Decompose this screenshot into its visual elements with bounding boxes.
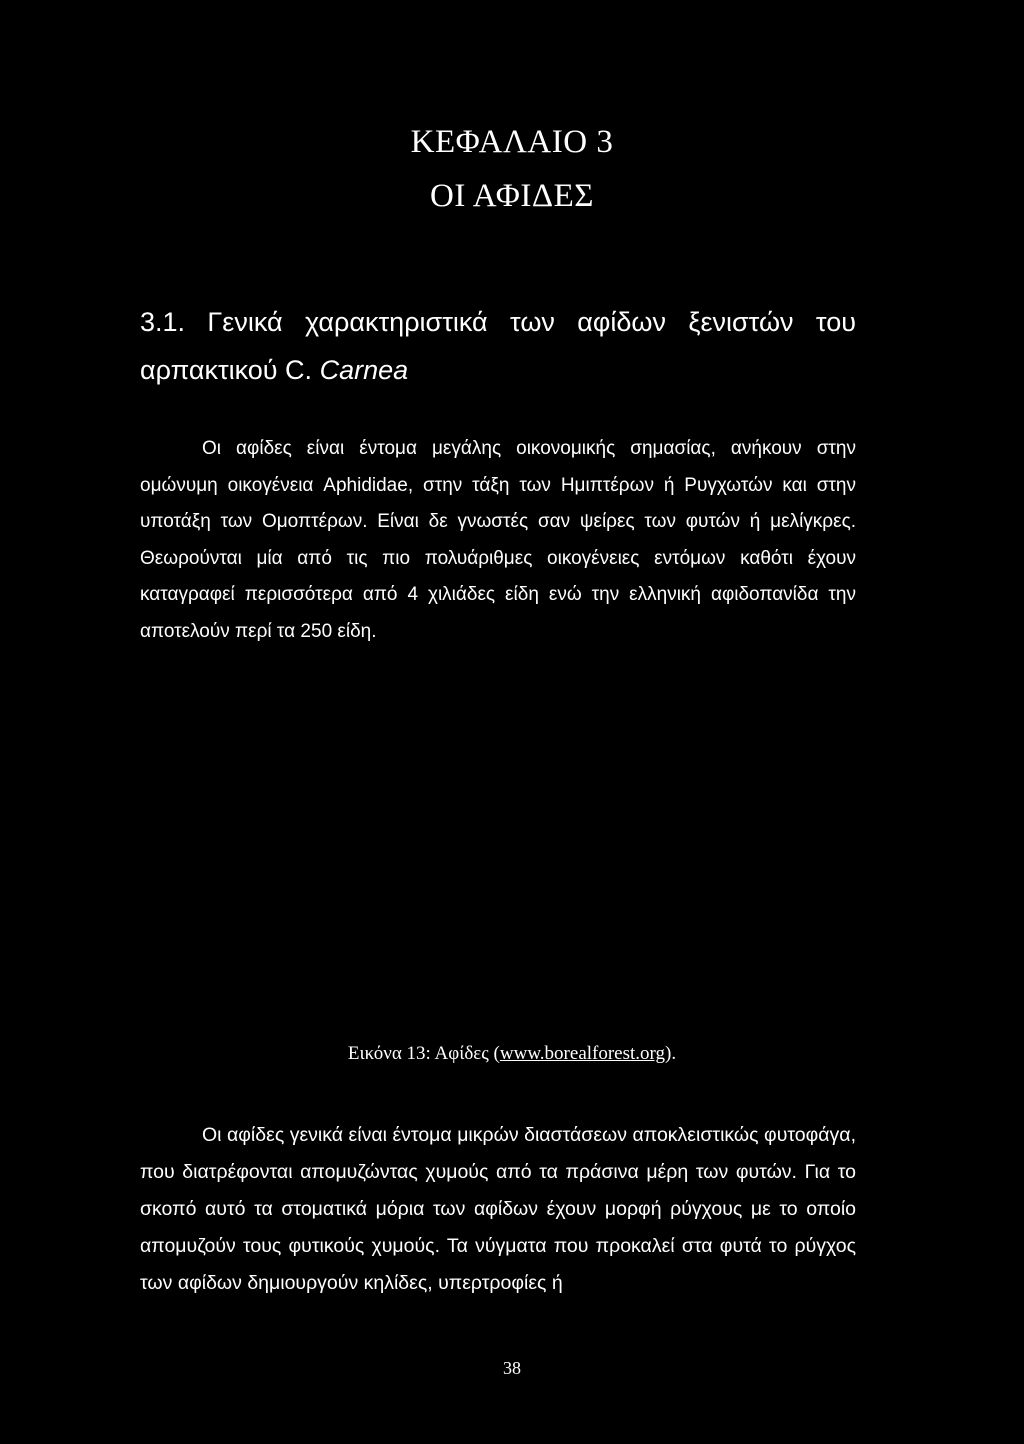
section-heading [140, 298, 856, 394]
section-word: Γενικά [207, 307, 283, 337]
page-number: 38 [503, 1358, 521, 1378]
chapter-title: ΟΙ ΑΦΙΔΕΣ [430, 178, 594, 214]
caption-prefix: Εικόνα 13: Αφίδες ( [347, 1043, 500, 1064]
section-heading-prefix: αρπακτικού C. [140, 355, 313, 385]
section-word: του [815, 307, 856, 337]
caption-suffix: ). [665, 1043, 677, 1064]
species-name: Carnea [319, 355, 409, 385]
figure-caption [0, 1043, 1024, 1065]
chapter-label: ΚΕΦΑΛΑΙΟ 3 [410, 124, 614, 160]
caption-source-link[interactable]: www.borealforest.org [499, 1043, 666, 1064]
figure-image-area [140, 690, 856, 1010]
body-paragraph-1: Οι αφίδες είναι έντομα μεγάλης οικονομικής σημασίας, ανήκουν στην ομώνυμη οικογένεια Aphididae, στην τάξη των Ημιπτέρων ή Ρυγχωτών και στην υποτάξη των Ομοπτέρων. Είναι δε γνωστές σαν ψείρες των φυτών ή μελίγκρες. Θεωρούνται μία από τις πιο πολυάριθμες οικογένειες εντόμων καθότι έχουν καταγραφεί περισσότερα από 4 χιλιάδες είδη ενώ την ελληνική αφιδοπανίδα την αποτελούν περί τα 250 είδη. [140, 438, 856, 642]
section-word: χαρακτηριστικά [304, 307, 488, 337]
section-word: αφίδων [577, 307, 667, 337]
section-heading-line-1 [140, 298, 856, 346]
body-paragraph-2: Οι αφίδες γενικά είναι έντομα μικρών διαστάσεων αποκλειστικώς φυτοφάγα, που διατρέφονται απομυζώντας χυμούς από τα πράσινα μέρη των φυτών. Για το σκοπό αυτό τα στοματικά μόρια των αφίδων έχουν μορφή ρύγχους με το οποίο απομυζούν τους φυτικούς χυμούς. Τα νύγματα που προκαλεί στα φυτά το ρύγχος των αφίδων δημιουργούν κηλίδες, υπερτροφίες ή [140, 1124, 856, 1294]
section-heading-line-2 [140, 346, 856, 394]
section-word: ξενιστών [688, 307, 794, 337]
section-number: 3.1. [140, 307, 186, 337]
section-word: των [510, 307, 555, 337]
